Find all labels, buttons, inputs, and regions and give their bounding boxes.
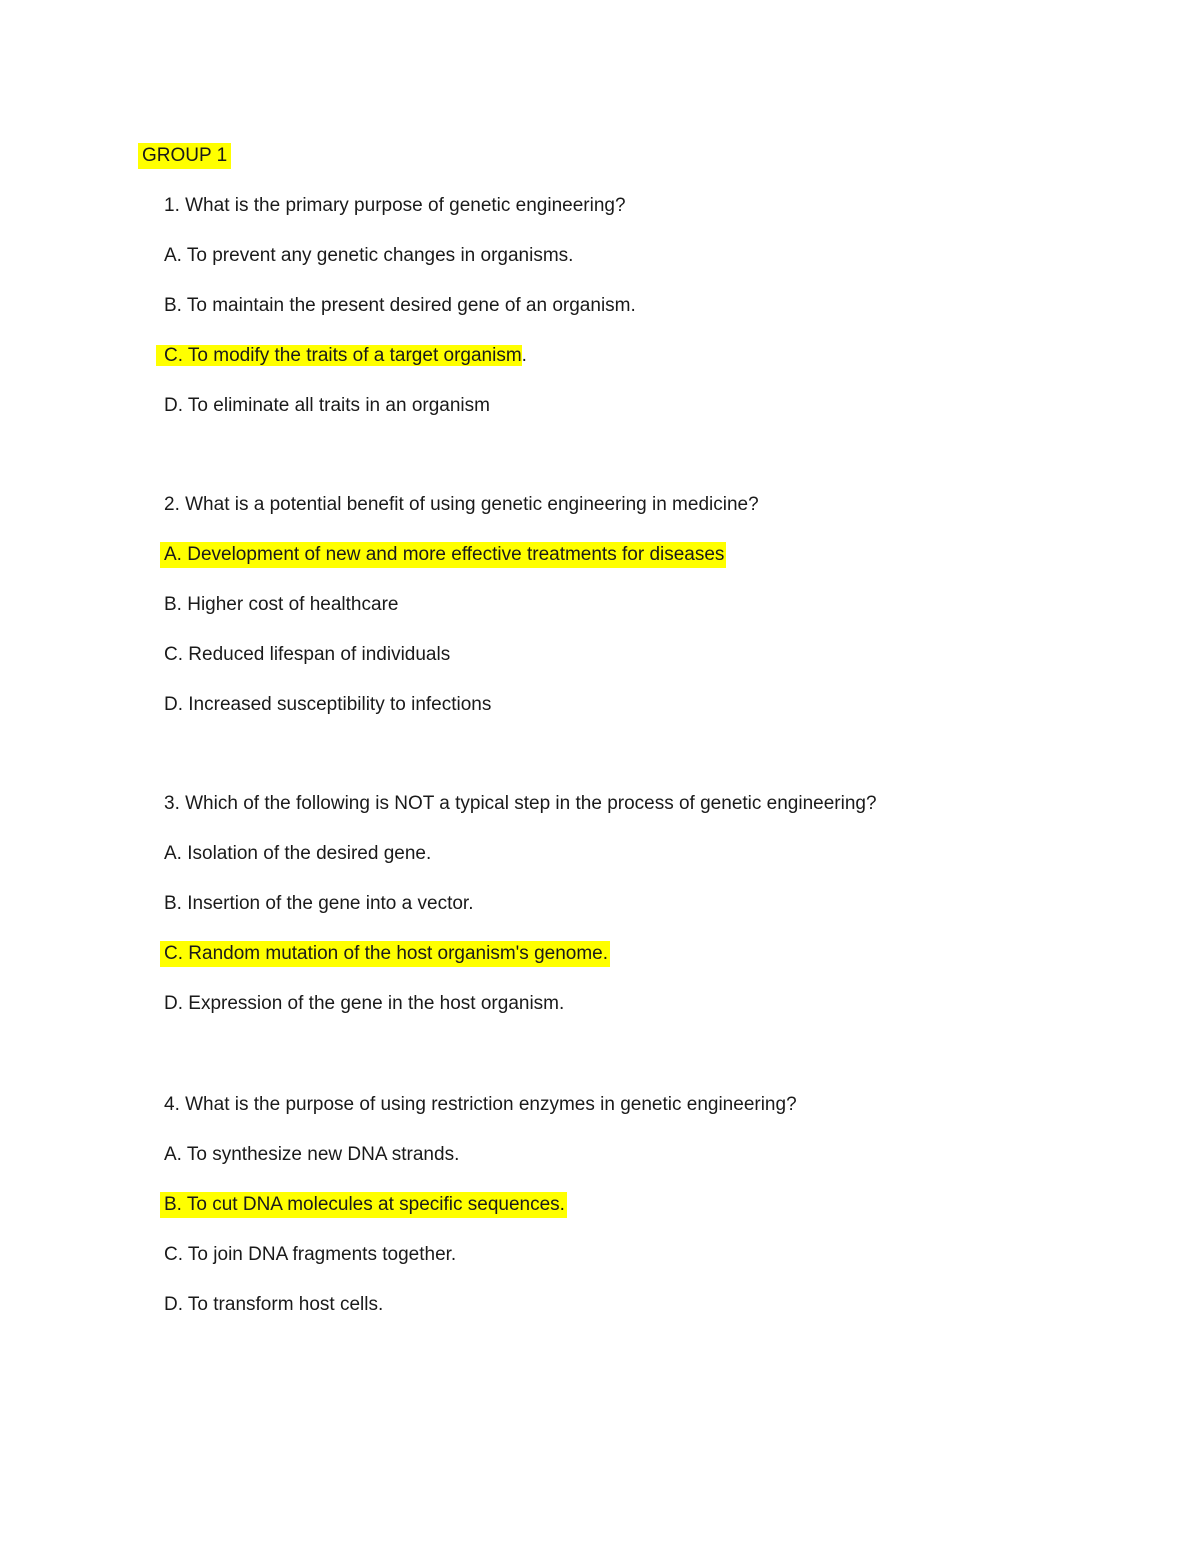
answer-option-correct: B. To cut DNA molecules at specific sequences. bbox=[160, 1192, 567, 1218]
group-title: GROUP 1 bbox=[138, 143, 231, 169]
answer-option-correct bbox=[156, 343, 527, 369]
answer-option-correct: C. Random mutation of the host organism's genome. bbox=[160, 941, 610, 967]
answer-option: C. To join DNA fragments together. bbox=[164, 1244, 457, 1265]
answer-option-correct: A. Development of new and more effective treatments for diseases bbox=[160, 542, 726, 568]
answer-option: B. Insertion of the gene into a vector. bbox=[164, 893, 474, 914]
answer-option-trailing: . bbox=[521, 345, 527, 366]
answer-option: D. To eliminate all traits in an organism bbox=[164, 395, 490, 416]
answer-option-highlight: C. To modify the traits of a target organism bbox=[156, 345, 522, 366]
answer-option: D. Increased susceptibility to infections bbox=[164, 694, 492, 715]
answer-option: B. To maintain the present desired gene of an organism. bbox=[164, 295, 636, 316]
question-stem: 3. Which of the following is NOT a typical step in the process of genetic engineering? bbox=[164, 793, 877, 814]
question-stem: 4. What is the purpose of using restriction enzymes in genetic engineering? bbox=[164, 1094, 797, 1115]
answer-option: A. To synthesize new DNA strands. bbox=[164, 1144, 460, 1165]
answer-option: B. Higher cost of healthcare bbox=[164, 594, 399, 615]
question-stem: 1. What is the primary purpose of genetic engineering? bbox=[164, 195, 626, 216]
answer-option: A. Isolation of the desired gene. bbox=[164, 843, 432, 864]
answer-option: C. Reduced lifespan of individuals bbox=[164, 644, 451, 665]
answer-option: D. To transform host cells. bbox=[164, 1294, 384, 1315]
answer-option: D. Expression of the gene in the host organism. bbox=[164, 993, 565, 1014]
question-stem: 2. What is a potential benefit of using genetic engineering in medicine? bbox=[164, 494, 759, 515]
answer-option: A. To prevent any genetic changes in organisms. bbox=[164, 245, 574, 266]
